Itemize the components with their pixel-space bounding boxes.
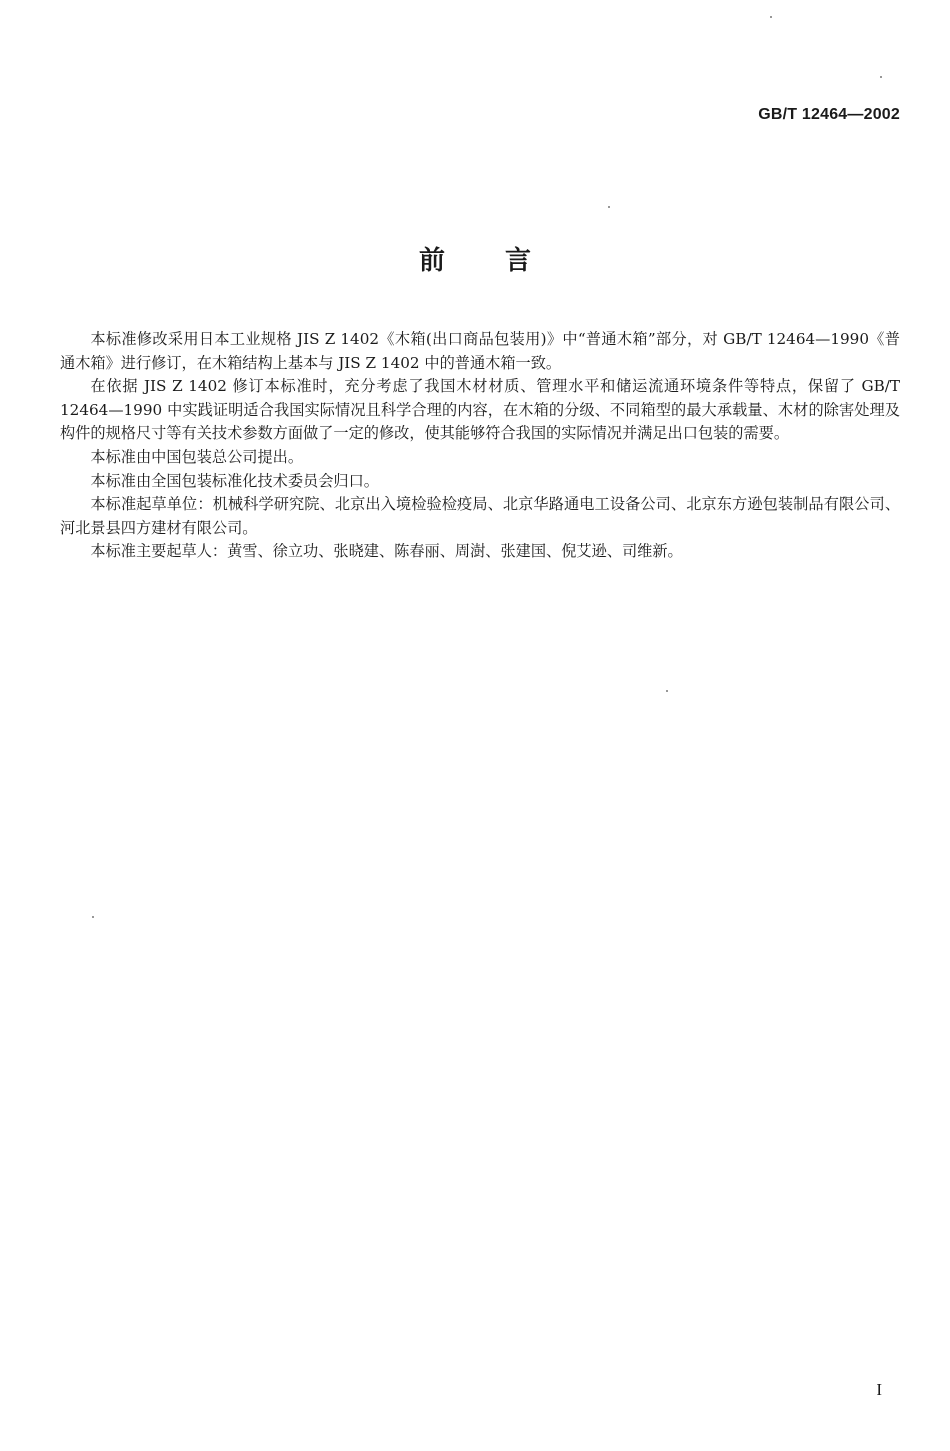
scan-speck — [770, 16, 772, 18]
standard-code: GB/T 12464—2002 — [758, 106, 900, 123]
page-title: 前言 — [418, 246, 591, 276]
paragraph-1: 本标准修改采用日本工业规格 JIS Z 1402《木箱(出口商品包装用)》中“普通木箱”部分，对 GB/T 12464—1990《普通木箱》进行修订，在木箱结构上基本与 JIS Z 1402 中的普通木箱一致。 — [60, 330, 900, 372]
paragraph-2: 在依据 JIS Z 1402 修订本标准时，充分考虑了我国木材材质、管理水平和储运流通环境条件等特点，保留了 GB/T 12464—1990 中实践证明适合我国实际情况且科学合理的内容，在木箱的分级、不同箱型的最大承载量、木材的除害处理及构件的规格尺寸等有关技术参数方面做了一定的修改，使其能够符合我国的实际情况并满足出口包装的需要。 — [60, 377, 900, 443]
scan-speck — [666, 690, 668, 692]
paragraph-4: 本标准由全国包装标准化技术委员会归口。 — [90, 471, 379, 490]
paragraph-5: 本标准起草单位：机械科学研究院、北京出入境检验检疫局、北京华路通电工设备公司、北京东方逊包装制品有限公司、河北景县四方建材有限公司。 — [60, 495, 900, 537]
paragraph-3: 本标准由中国包装总公司提出。 — [90, 447, 304, 466]
paragraph-6: 本标准主要起草人：黄雪、徐立功、张晓建、陈春丽、周澍、张建国、倪艾逊、司维新。 — [90, 542, 683, 561]
foreword-body — [60, 328, 900, 564]
scan-speck — [92, 916, 94, 918]
page-number: I — [876, 1380, 882, 1399]
scan-speck — [880, 76, 882, 78]
scan-speck — [608, 206, 610, 208]
